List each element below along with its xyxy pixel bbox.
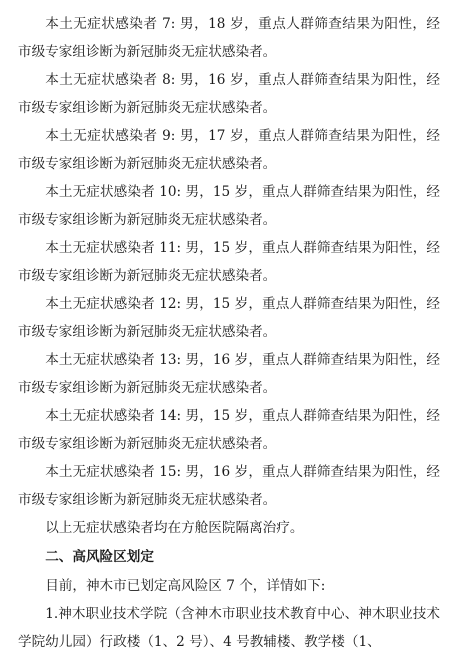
case-paragraph-7: 本土无症状感染者 7: 男，18 岁，重点人群筛查结果为阳性，经市级专家组诊断为新冠肺炎无症状感染者。 [18, 16, 440, 60]
case-paragraph-8: 本土无症状感染者 8: 男，16 岁，重点人群筛查结果为阳性，经市级专家组诊断为新冠肺炎无症状感染者。 [18, 72, 440, 116]
case-paragraph-11: 本土无症状感染者 11: 男，15 岁，重点人群筛查结果为阳性，经市级专家组诊断为新冠肺炎无症状感染者。 [18, 240, 440, 284]
case-paragraph-14: 本土无症状感染者 14: 男，15 岁，重点人群筛查结果为阳性，经市级专家组诊断为新冠肺炎无症状感染者。 [18, 408, 440, 452]
section-item-1: 1.神木职业技术学院（含神木市职业技术教育中心、神木职业技术学院幼儿园）行政楼（1、2 号）、4 号教辅楼、教学楼（1、 [18, 606, 440, 650]
section-heading: 二、高风险区划定 [45, 549, 154, 565]
case-paragraph-9: 本土无症状感染者 9: 男，17 岁，重点人群筛查结果为阳性，经市级专家组诊断为新冠肺炎无症状感染者。 [18, 128, 440, 172]
case-paragraph-12: 本土无症状感染者 12: 男，15 岁，重点人群筛查结果为阳性，经市级专家组诊断为新冠肺炎无症状感染者。 [18, 296, 440, 340]
case-paragraph-13: 本土无症状感染者 13: 男，16 岁，重点人群筛查结果为阳性，经市级专家组诊断为新冠肺炎无症状感染者。 [18, 352, 440, 396]
section-intro: 目前，神木市已划定高风险区 7 个，详情如下: [45, 578, 326, 594]
isolation-summary: 以上无症状感染者均在方舱医院隔离治疗。 [45, 520, 304, 536]
case-paragraph-10: 本土无症状感染者 10: 男，15 岁，重点人群筛查结果为阳性，经市级专家组诊断为新冠肺炎无症状感染者。 [18, 184, 440, 228]
case-paragraph-15: 本土无症状感染者 15: 男，16 岁，重点人群筛查结果为阳性，经市级专家组诊断为新冠肺炎无症状感染者。 [18, 464, 440, 508]
